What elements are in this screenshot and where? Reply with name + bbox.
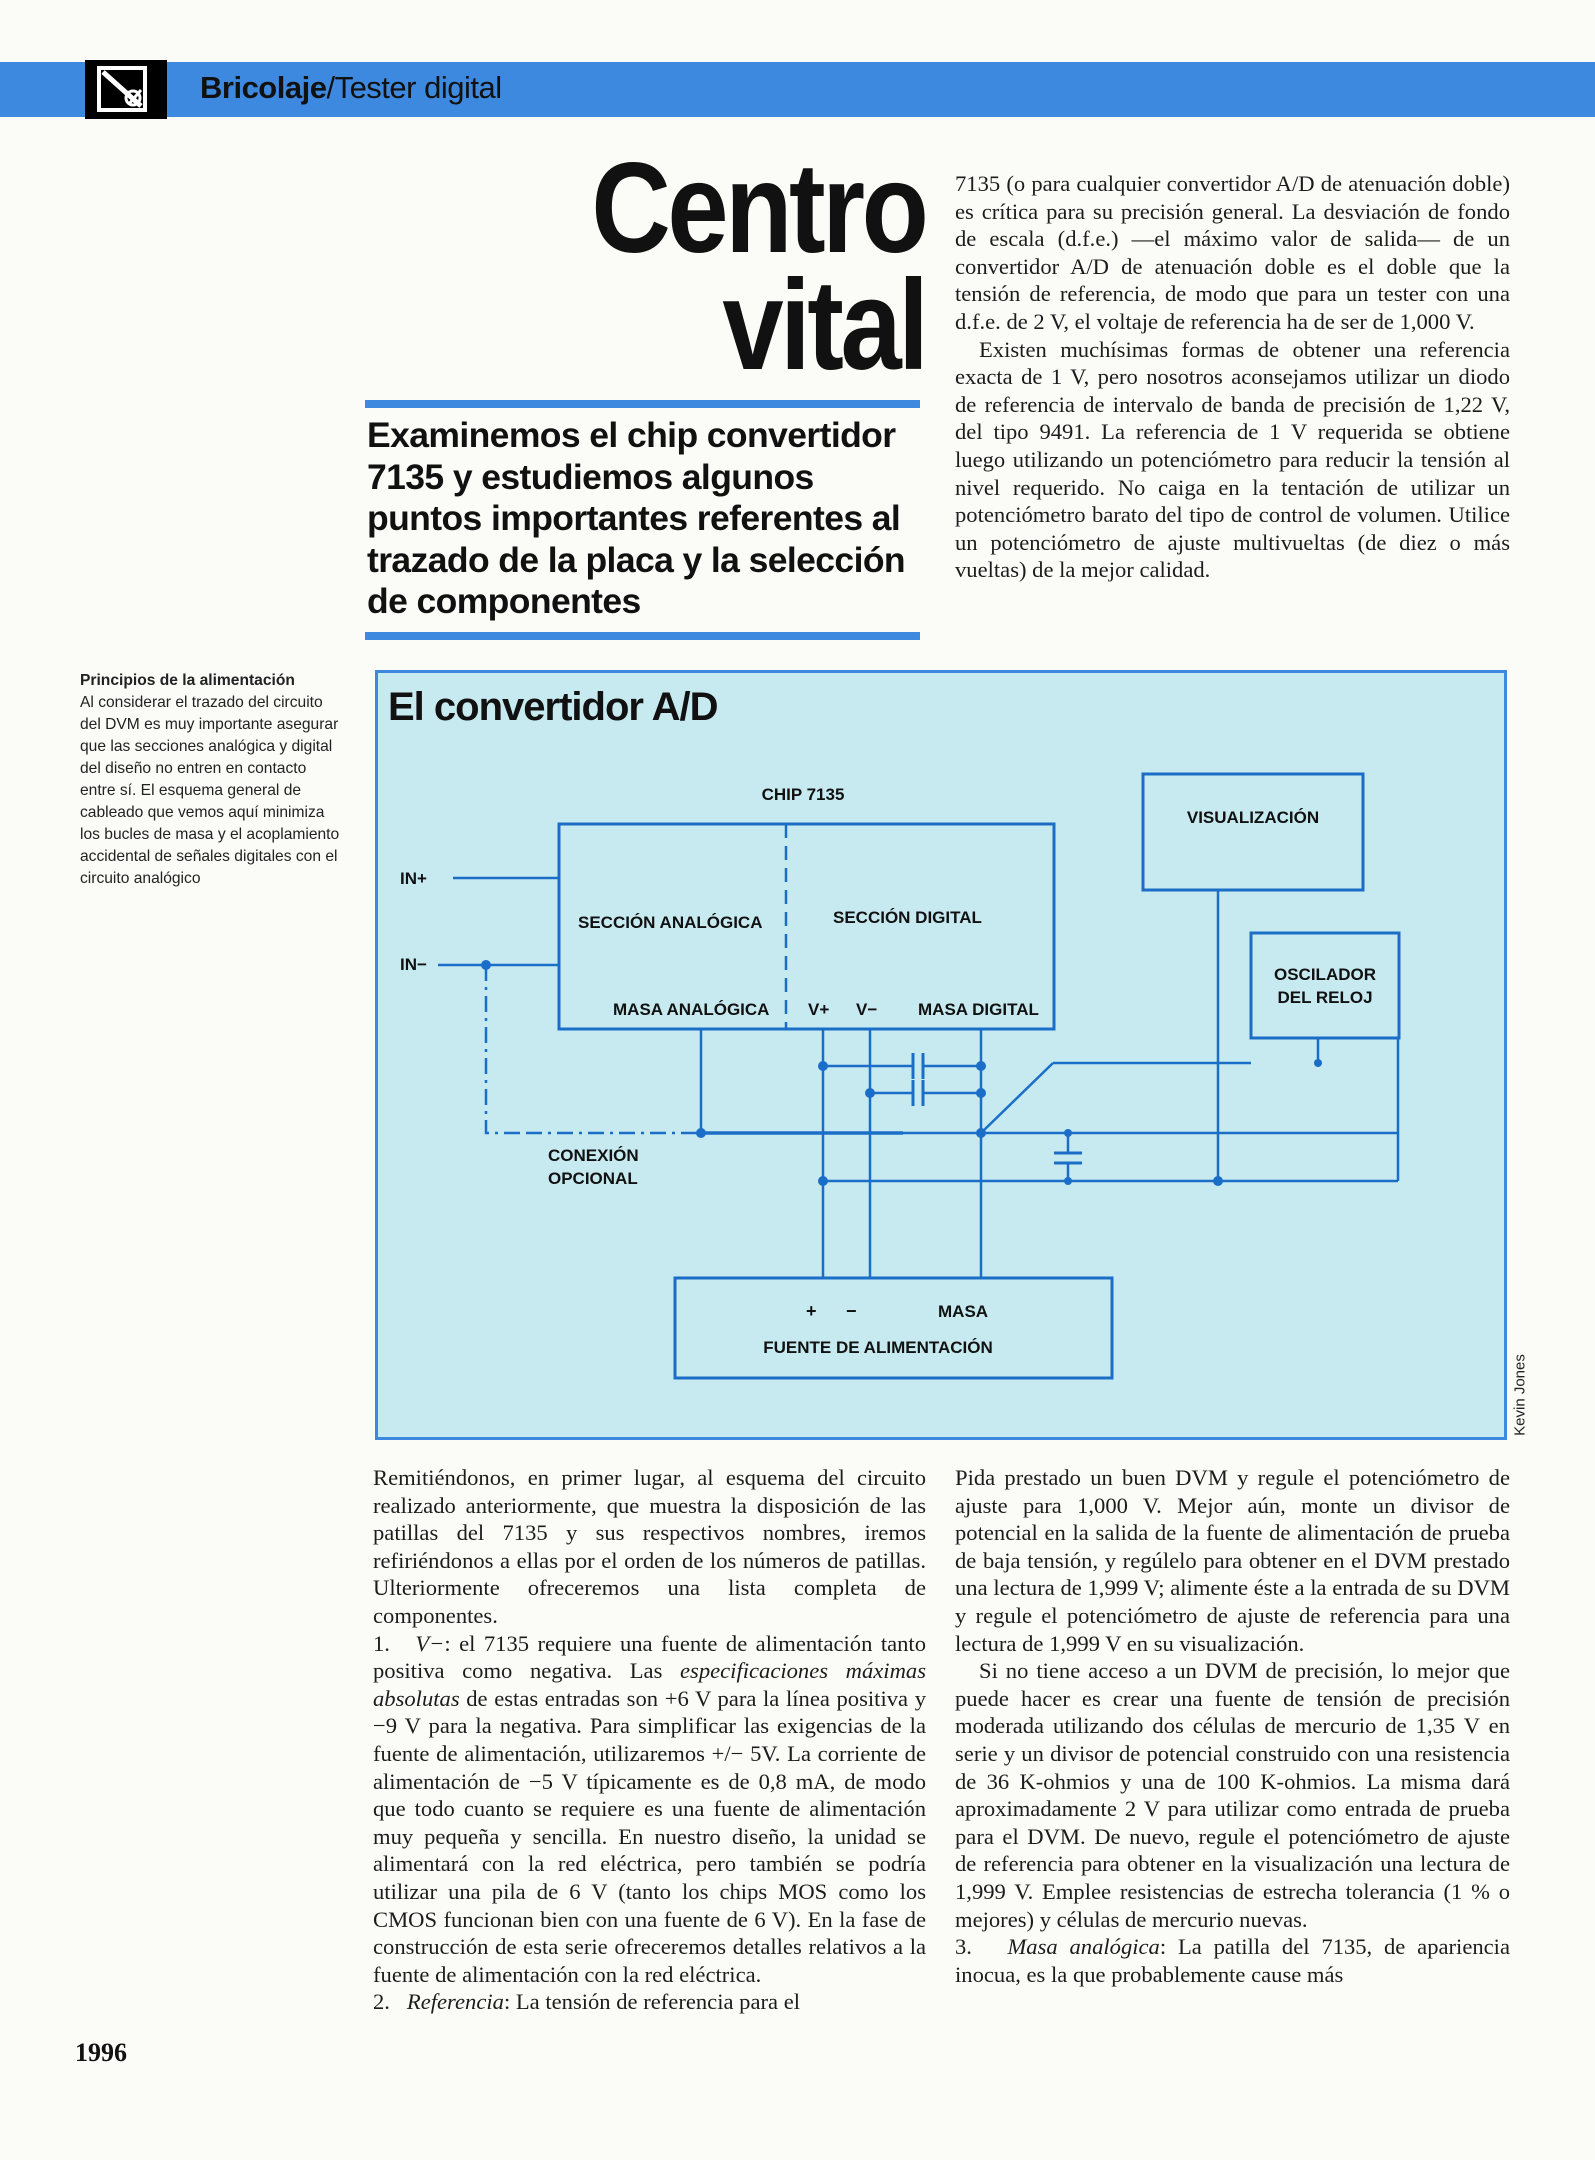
- subtitle-rule-bottom: [365, 632, 920, 640]
- in-plus-label: IN+: [400, 869, 427, 888]
- circuit-diagram: [375, 670, 1507, 1440]
- article-subtitle: Examinemos el chip convertidor 7135 y estudiemos algunos puntos importantes referentes al trazado de la placa y la selección de componentes: [367, 415, 905, 621]
- psu-minus-label: −: [846, 1301, 857, 1321]
- vminus-label: V−: [856, 1000, 878, 1019]
- analog-ground-label: MASA ANALÓGICA: [613, 1000, 770, 1019]
- psu-ground-label: MASA: [938, 1302, 989, 1321]
- psu-label: FUENTE DE ALIMENTACIÓN: [763, 1338, 993, 1357]
- chip-label: CHIP 7135: [761, 785, 845, 804]
- article-title: Centro vital: [590, 137, 925, 397]
- list-item-3: 3. Masa analógica: La patilla del 7135, de apariencia inocua, es la que probablemente cause más: [955, 1934, 1510, 1987]
- bottom-left-column: [373, 1464, 926, 2016]
- digital-ground-label: MASA DIGITAL: [918, 1000, 1039, 1019]
- sidebar-caption: [80, 670, 345, 890]
- paragraph: 7135 (o para cualquier convertidor A/D de atenuación doble) es crítica para su precisión general. La desviación de fondo de escala (d.f.e.) —el máximo valor de salida— de un convertidor A/D de atenuación doble es el doble que la tensión de referencia, de modo que para un tester con una d.f.e. de 2 V, el voltaje de referencia ha de ser de 1,000 V.: [955, 171, 1510, 334]
- tools-icon: [85, 60, 167, 119]
- list-item-1: 1. V−: el 7135 requiere una fuente de alimentación tanto positiva como negativa. Las especificaciones máximas absolutas de estas entradas son +6 V para la línea positiva y −9 V para la negativa. Para simplificar las exigencias de la fuente de alimentación, utilizaremos +/− 5V. La corriente de alimentación de −5 V típicamente es de 0,8 mA, de modo que todo cuanto se requiere es una fuente de alimentación muy pequeña y sencilla. En nuestro diseño, la unidad se alimentará con la red eléctrica, pero también se podría utilizar una pila de 6 V (tanto los chips MOS como los CMOS funcionan bien con una fuente de 6 V). En la fase de construcción de esta serie ofreceremos detalles relativos a la fuente de alimentación con la red eléctrica.: [373, 1630, 926, 1987]
- paragraph: Remitiéndonos, en primer lugar, al esquema del circuito realizado anteriormente, que muestra la disposición de las patillas del 7135 y sus respectivos nombres, iremos refiriéndonos a ellas por el orden de los números de patillas. Ulteriormente ofreceremos una lista completa de componentes.: [373, 1465, 926, 1628]
- digital-section-label: SECCIÓN DIGITAL: [833, 908, 982, 927]
- oscillator-box: [1251, 933, 1399, 1038]
- optional-label-1: CONEXIÓN: [548, 1146, 639, 1165]
- oscillator-label-1: OSCILADOR: [1274, 965, 1376, 984]
- section-header: Bricolaje/Tester digital: [200, 70, 502, 105]
- vplus-label: V+: [808, 1000, 830, 1019]
- oscillator-label-2: DEL RELOJ: [1277, 988, 1373, 1007]
- analog-section-label: SECCIÓN ANALÓGICA: [578, 913, 763, 932]
- sidebar-heading: Principios de la alimentación: [80, 672, 295, 689]
- display-label: VISUALIZACIÓN: [1186, 808, 1320, 827]
- paragraph: Pida prestado un buen DVM y regule el potenciómetro de ajuste para 1,000 V. Mejor aún, monte un divisor de potencial en la salida de la fuente de alimentación de prueba de baja tensión, y regúlelo para obtener en el DVM prestado una lectura de 1,999 V; alimente éste a la entrada de su DVM y regule el potenciómetro de ajuste de referencia para una lectura de 1,999 V en su visualización.: [955, 1465, 1510, 1656]
- subtitle-rule-top: [365, 400, 920, 408]
- in-minus-label: IN−: [400, 955, 427, 974]
- page-number: 1996: [75, 2038, 127, 2067]
- bottom-right-column: [955, 1464, 1510, 1988]
- list-item-2: 2. Referencia: La tensión de referencia para el: [373, 1989, 800, 2015]
- power-supply-box: [675, 1278, 1112, 1378]
- psu-plus-label: +: [806, 1301, 817, 1321]
- circuit-diagram-svg: [378, 673, 1510, 1443]
- display-box: [1143, 774, 1363, 890]
- sidebar-text: Al considerar el trazado del circuito del DVM es muy importante asegurar que las secciones analógica y digital del diseño no entren en contacto entre sí. El esquema general de cableado que vemos aquí minimiza los bucles de masa y el acoplamiento accidental de señales digitales con el circuito analógico: [80, 694, 340, 887]
- right-top-column: [955, 170, 1510, 584]
- diagram-title: El convertidor A/D: [388, 685, 718, 729]
- optional-label-2: OPCIONAL: [548, 1169, 638, 1188]
- paragraph: Existen muchísimas formas de obtener una referencia exacta de 1 V, pero nosotros aconsejamos utilizar un diodo de referencia de intervalo de banda de precisión de 1,22 V, del tipo 9491. La referencia de 1 V requerida se obtiene luego utilizando un potenciómetro para reducir la tensión al nivel requerido. No caiga en la tentación de utilizar un potenciómetro barato del tipo de control de volumen. Utilice un potenciómetro de ajuste multivueltas (de diez o más vueltas) de la mejor calidad.: [955, 336, 1510, 583]
- illustration-credit: Kevin Jones: [1511, 1354, 1529, 1436]
- paragraph: Si no tiene acceso a un DVM de precisión, lo mejor que puede hacer es crear una fuente de tensión de precisión moderada utilizando dos células de mercurio de 1,35 V en serie y un divisor de potencial construido con una resistencia de 36 K-ohmios y una de 100 K-ohmios. La misma dará aproximadamente 2 V para utilizar como entrada de prueba para el DVM. De nuevo, regule el potenciómetro de ajuste de referencia para obtener en la visualización una lectura de 1,999 V. Emplee resistencias de estrecha tolerancia (1 % o mejores) y células de mercurio nuevas.: [955, 1658, 1510, 1932]
